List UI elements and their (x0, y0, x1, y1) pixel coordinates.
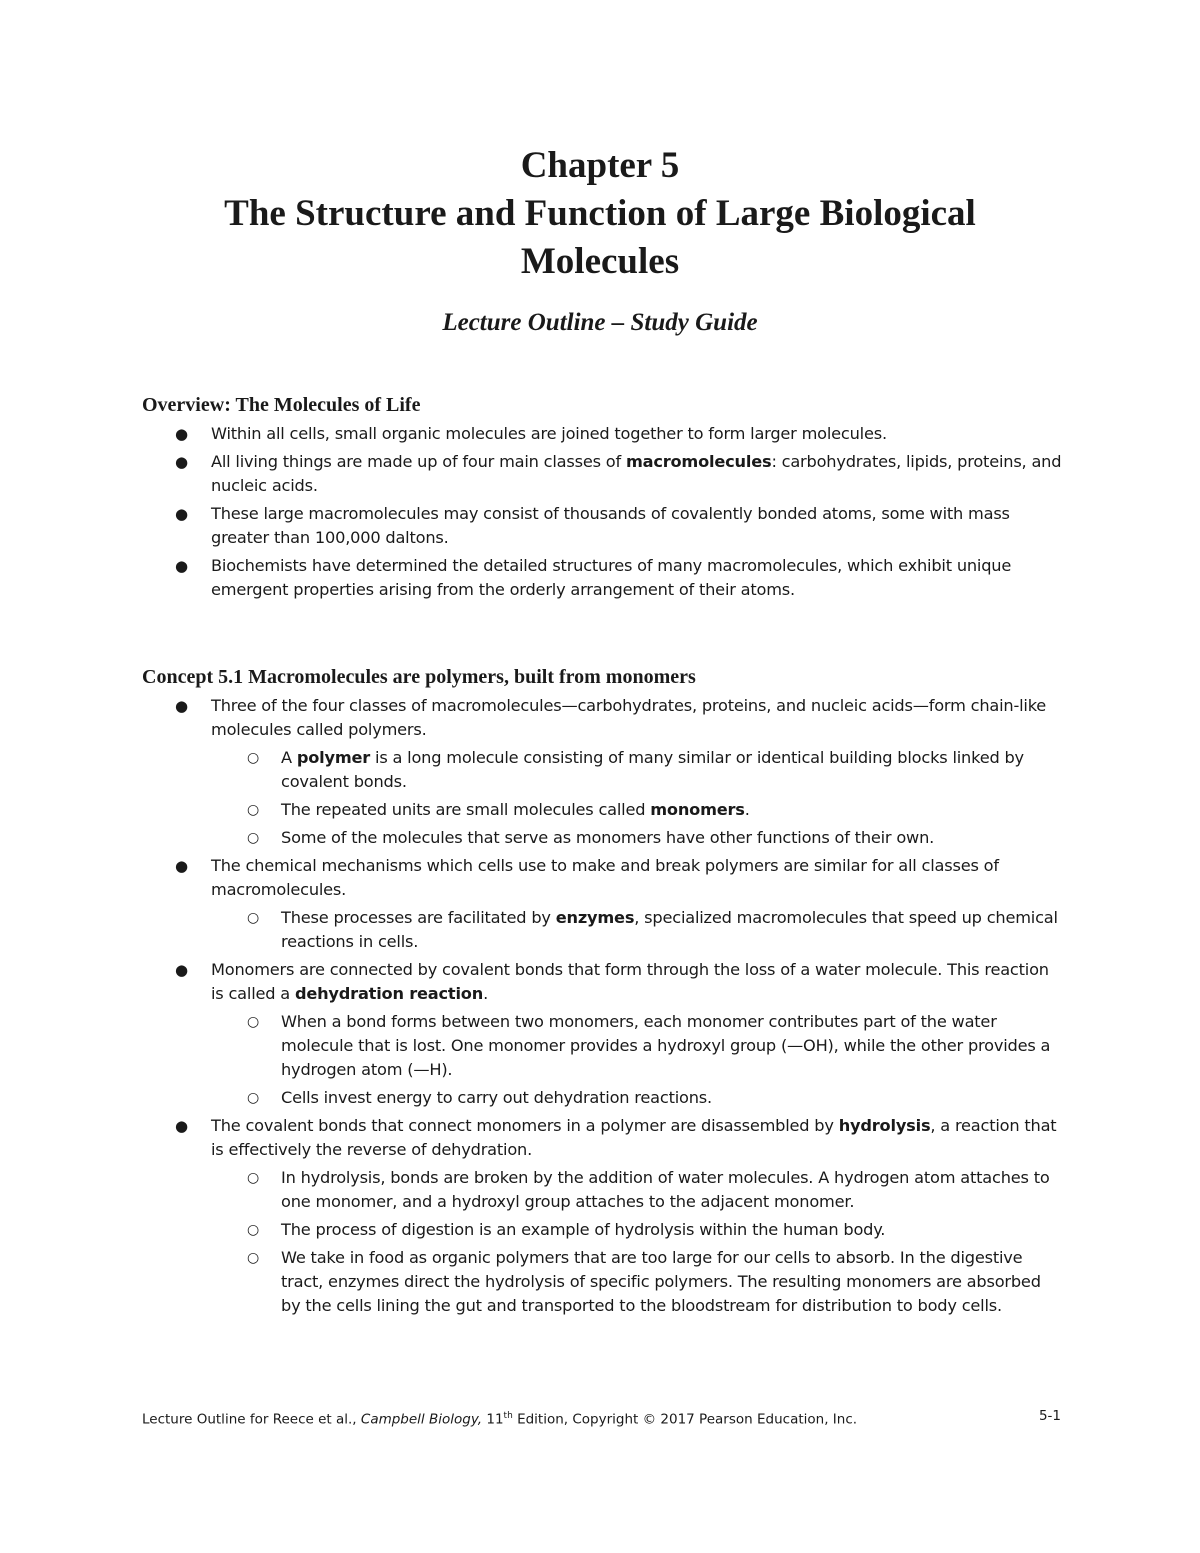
concept-section (142, 664, 1062, 1322)
page-number: 5-1 (1038, 1408, 1061, 1424)
key-term: enzymes (555, 908, 635, 927)
chapter-title: The Structure and Function of Large Biological Molecules (224, 193, 976, 282)
key-term: macromolecules (625, 452, 772, 471)
circle-bullet-icon: ○ (247, 1170, 260, 1186)
key-term: polymer (296, 748, 371, 767)
list-item: ● Biochemists have determined the detailed structures of many macromolecules, which exhibit unique emergent properties arising from the orderly arrangement of their atoms. (175, 556, 1012, 599)
list-item: ● These large macromolecules may consist of thousands of covalently bonded atoms, some with mass greater than 100,000 daltons. (175, 504, 1010, 547)
bullet-icon: ● (175, 425, 188, 443)
concept-heading: Concept 5.1 Macromolecules are polymers, built from monomers (142, 666, 696, 688)
list-item: ● The chemical mechanisms which cells use to make and break polymers are similar for all classes of macromolecules. ○ These processes are facilitated by enzymes, specialized macromolecules that speed up chemical reactions in cells. (142, 854, 1062, 954)
sub-list (177, 906, 1062, 954)
circle-bullet-icon: ○ (247, 1090, 260, 1106)
list-item: ● Within all cells, small organic molecules are joined together to form larger molecules. (142, 422, 1062, 446)
list-item: ● All living things are made up of four main classes of macromolecules: carbohydrates, lipids, proteins, and nucleic acids. (175, 452, 1062, 495)
key-term: hydrolysis (838, 1116, 931, 1135)
circle-bullet-icon: ○ (247, 830, 260, 846)
overview-heading: Overview: The Molecules of Life (142, 394, 421, 416)
bullet-icon: ● (175, 505, 188, 523)
sub-list-item: ○ These processes are facilitated by enzymes, specialized macromolecules that speed up chemical reactions in cells. (247, 908, 1058, 951)
concept-list (142, 694, 1062, 1318)
circle-bullet-icon: ○ (247, 1250, 260, 1266)
book-title: Campbell Biology, (360, 1411, 483, 1428)
circle-bullet-icon: ○ (247, 750, 260, 766)
list-item: ● Monomers are connected by covalent bonds that form through the loss of a water molecule. This reaction is called a dehydration reaction. ○ When a bond forms between two monomers, each monomer contributes part of the water molecule that is lost. One monomer provides a hydroxyl group (—OH), while the other provides a hydrogen atom (—H). ○ Cells invest energy to carry out dehydration reactions. (142, 958, 1062, 1110)
chapter-number: Chapter 5 (520, 145, 680, 186)
overview-section (142, 392, 1062, 606)
circle-bullet-icon: ○ (247, 910, 260, 926)
title-block (0, 142, 1200, 338)
key-term: dehydration reaction (294, 984, 484, 1003)
bullet-icon: ● (175, 857, 188, 875)
circle-bullet-icon: ○ (247, 1014, 260, 1030)
bullet-icon: ● (175, 453, 188, 471)
sub-list (177, 1166, 1062, 1318)
bullet-icon: ● (175, 961, 188, 979)
overview-list (142, 422, 1062, 602)
circle-bullet-icon: ○ (247, 1222, 260, 1238)
sub-list-item: ○ A polymer is a long molecule consisting of many similar or identical building blocks linked by covalent bonds. (247, 748, 1024, 791)
sub-list-item: ○ The process of digestion is an example of hydrolysis within the human body. (177, 1218, 1062, 1242)
sub-list-item: ○ Cells invest energy to carry out dehydration reactions. (177, 1086, 1062, 1110)
sub-list-item: ○ In hydrolysis, bonds are broken by the addition of water molecules. A hydrogen atom attaches to one monomer, and a hydroxyl group attaches to the adjacent monomer. (247, 1168, 1050, 1211)
subtitle: Lecture Outline – Study Guide (442, 309, 758, 336)
bullet-icon: ● (175, 1117, 188, 1135)
sub-list-item: ○ When a bond forms between two monomers, each monomer contributes part of the water molecule that is lost. One monomer provides a hydroxyl group (—OH), while the other provides a hydrogen atom (—H). (247, 1012, 1051, 1079)
sub-list-item: ○ The repeated units are small molecules called monomers. (177, 798, 1062, 822)
sub-list-item: ○ We take in food as organic polymers that are too large for our cells to absorb. In the digestive tract, enzymes direct the hydrolysis of specific polymers. The resulting monomers are absorbed by the cells lining the gut and transported to the bloodstream for distribution to body cells. (247, 1248, 1041, 1315)
key-term: monomers (650, 800, 745, 819)
sub-list (177, 1010, 1062, 1110)
bullet-icon: ● (175, 557, 188, 575)
bullet-icon: ● (175, 697, 188, 715)
list-item: ● The covalent bonds that connect monomers in a polymer are disassembled by hydrolysis, a reaction that is effectively the reverse of dehydration. ○ In hydrolysis, bonds are broken by the addition of water molecules. A hydrogen atom attaches to one monomer, and a hydroxyl group attaches to the adjacent monomer. ○ The process of digestion is an example of hydrolysis within the human body. ○ We take in food as organic polymers that are too large for our cells to absorb. In the digestive tract, enzymes direct the hydrolysis of specific polymers. The resulting monomers are absorbed by the cells lining the gut and transported to the bloodstream for distribution to body cells. (142, 1114, 1062, 1318)
circle-bullet-icon: ○ (247, 802, 260, 818)
page-footer: Lecture Outline for Reece et al., Campbell Biology, 11th Edition, Copyright © 2017 Pearson Education, Inc. 5-1 (142, 1408, 1061, 1428)
sub-list (177, 746, 1062, 850)
sub-list-item: ○ Some of the molecules that serve as monomers have other functions of their own. (177, 826, 1062, 850)
list-item: ● Three of the four classes of macromolecules—carbohydrates, proteins, and nucleic acids—form chain-like molecules called polymers. ○ A polymer is a long molecule consisting of many similar or identical building blocks linked by covalent bonds. ○ The repeated units are small molecules called monomers. ○ Some of the molecules that serve as monomers have other functions of their own. (142, 694, 1062, 850)
